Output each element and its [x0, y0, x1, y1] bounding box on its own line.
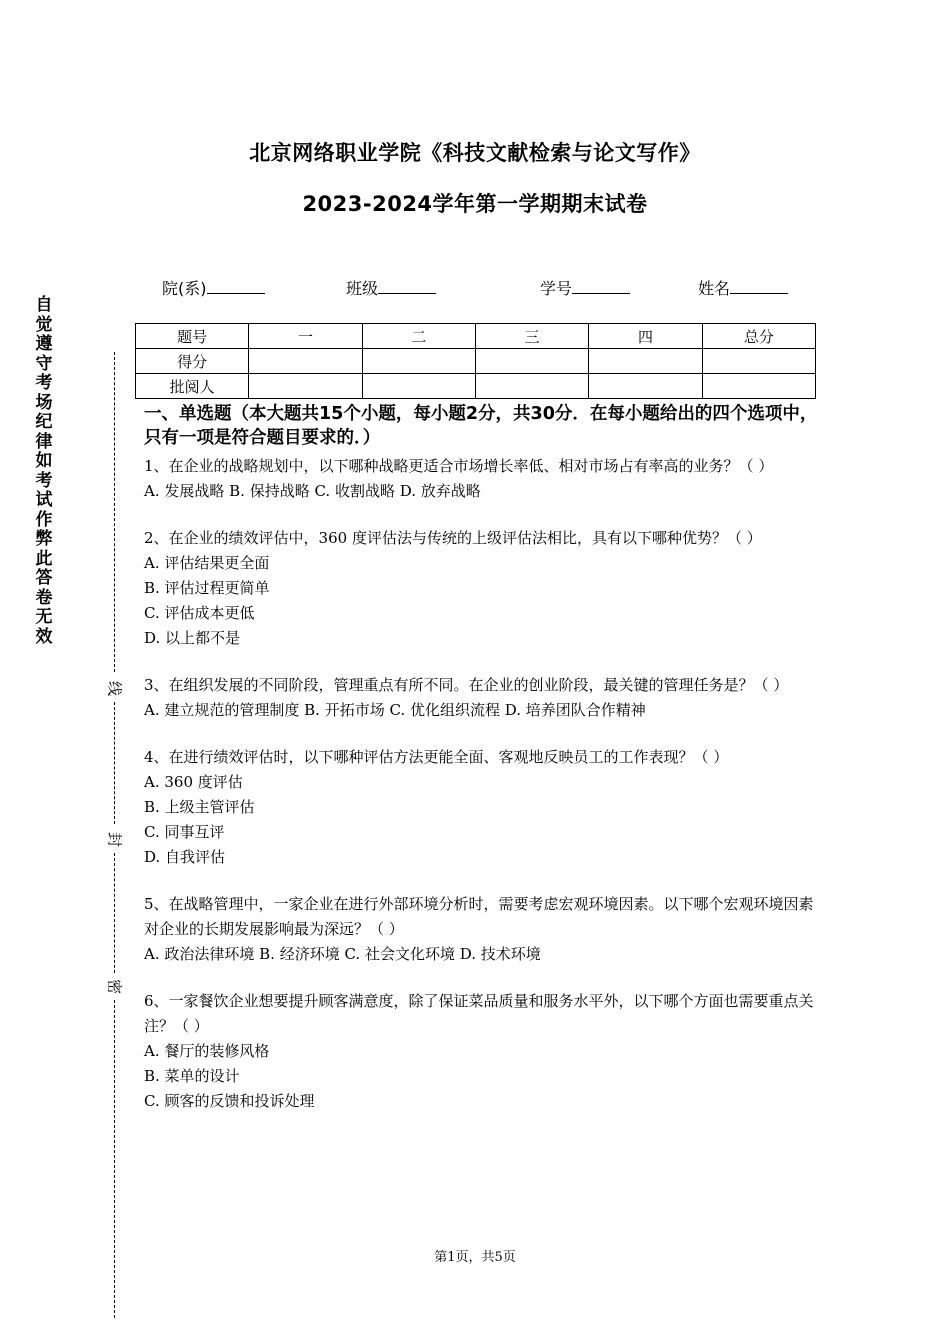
- dept-field: [162, 276, 265, 299]
- question-stem: 2、在企业的绩效评估中，360 度评估法与传统的上级评估法相比，具有以下哪种优势？（ ）: [144, 529, 762, 547]
- option-a[interactable]: A. 360 度评估: [144, 773, 243, 791]
- question-item: [144, 745, 819, 870]
- question-stem: 1、在企业的战略规划中，以下哪种战略更适合市场增长率低、相对市场占有率高的业务？（ ）: [144, 457, 774, 475]
- score-cell: 批阅人: [136, 374, 249, 399]
- score-cell: 三: [475, 324, 588, 349]
- question-stem: 6、一家餐饮企业想要提升顾客满意度，除了保证菜品质量和服务水平外，以下哪个方面也需要重点关注？（ ）: [144, 992, 814, 1035]
- score-cell[interactable]: [362, 374, 475, 399]
- option-b[interactable]: B. 评估过程更简单: [144, 579, 270, 597]
- score-cell: 总分: [702, 324, 815, 349]
- section-heading: 一、单选题（本大题共15个小题，每小题2分，共30分．在每小题给出的四个选项中，只有一项是符合题目要求的．）: [144, 404, 818, 448]
- score-cell: 二: [362, 324, 475, 349]
- score-cell[interactable]: [475, 349, 588, 374]
- seal-dashed-line: [114, 352, 115, 672]
- class-blank[interactable]: [378, 279, 436, 294]
- option-a[interactable]: A. 餐厅的装修风格: [144, 1042, 270, 1060]
- student-id-field: [540, 276, 630, 299]
- exam-title-line1: 北京网络职业学院《科技文献检索与论文写作》: [249, 141, 701, 165]
- dept-blank[interactable]: [207, 279, 265, 294]
- cut-label-secret: 密: [105, 978, 124, 994]
- question-item: [144, 526, 819, 651]
- score-cell[interactable]: [702, 374, 815, 399]
- score-cell: 四: [589, 324, 702, 349]
- score-table: [135, 323, 816, 399]
- score-table-row: [136, 349, 816, 374]
- score-cell[interactable]: [589, 349, 702, 374]
- dept-label: 院(系): [162, 279, 207, 298]
- student-id-label: 学号: [540, 279, 573, 298]
- option-d[interactable]: D. 自我评估: [144, 848, 226, 866]
- exam-title-line2: 2023-2024学年第一学期期末试卷: [302, 192, 648, 216]
- student-id-blank[interactable]: [572, 279, 630, 294]
- option-b[interactable]: B. 上级主管评估: [144, 798, 255, 816]
- option-c[interactable]: C. 评估成本更低: [144, 604, 255, 622]
- cut-label-line: 线: [105, 680, 124, 696]
- question-item: [144, 673, 819, 723]
- score-cell: 一: [249, 324, 362, 349]
- exam-discipline-warning: 自觉遵守考场纪律如考试作弊此答卷无效: [35, 295, 53, 647]
- score-cell[interactable]: [249, 374, 362, 399]
- option-a[interactable]: A. 评估结果更全面: [144, 554, 270, 572]
- score-cell[interactable]: [362, 349, 475, 374]
- class-field: [346, 276, 436, 299]
- question-item: [144, 989, 819, 1114]
- option-c[interactable]: C. 顾客的反馈和投诉处理: [144, 1092, 315, 1110]
- score-table-row: [136, 374, 816, 399]
- score-table-row: [136, 324, 816, 349]
- seal-dashed-line: [114, 1000, 115, 1318]
- score-cell[interactable]: [589, 374, 702, 399]
- question-options[interactable]: A. 政治法律环境 B. 经济环境 C. 社会文化环境 D. 技术环境: [144, 945, 541, 963]
- question-item: [144, 892, 819, 967]
- score-cell[interactable]: [475, 374, 588, 399]
- cut-label-seal: 封: [105, 831, 124, 847]
- name-label: 姓名: [698, 279, 731, 298]
- option-d[interactable]: D. 以上都不是: [144, 629, 241, 647]
- page-number: 第1页，共5页: [434, 1250, 516, 1265]
- option-c[interactable]: C. 同事互评: [144, 823, 225, 841]
- question-item: [144, 454, 819, 504]
- question-stem: 3、在组织发展的不同阶段，管理重点有所不同。在企业的创业阶段，最关键的管理任务是？（ ）: [144, 676, 789, 694]
- seal-dashed-line: [114, 853, 115, 973]
- question-stem: 5、在战略管理中，一家企业在进行外部环境分析时，需要考虑宏观环境因素。以下哪个宏观环境因素对企业的长期发展影响最为深远？（ ）: [144, 895, 814, 938]
- name-blank[interactable]: [730, 279, 788, 294]
- class-label: 班级: [346, 279, 379, 298]
- question-options[interactable]: A. 建立规范的管理制度 B. 开拓市场 C. 优化组织流程 D. 培养团队合作精神: [144, 701, 646, 719]
- question-stem: 4、在进行绩效评估时，以下哪种评估方法更能全面、客观地反映员工的工作表现？（ ）: [144, 748, 729, 766]
- score-cell[interactable]: [702, 349, 815, 374]
- exam-content: [144, 402, 819, 1114]
- score-cell: 题号: [136, 324, 249, 349]
- question-options[interactable]: A. 发展战略 B. 保持战略 C. 收割战略 D. 放弃战略: [144, 482, 481, 500]
- option-b[interactable]: B. 菜单的设计: [144, 1067, 240, 1085]
- score-cell: 得分: [136, 349, 249, 374]
- name-field: [698, 276, 788, 299]
- seal-dashed-line: [114, 702, 115, 824]
- score-cell[interactable]: [249, 349, 362, 374]
